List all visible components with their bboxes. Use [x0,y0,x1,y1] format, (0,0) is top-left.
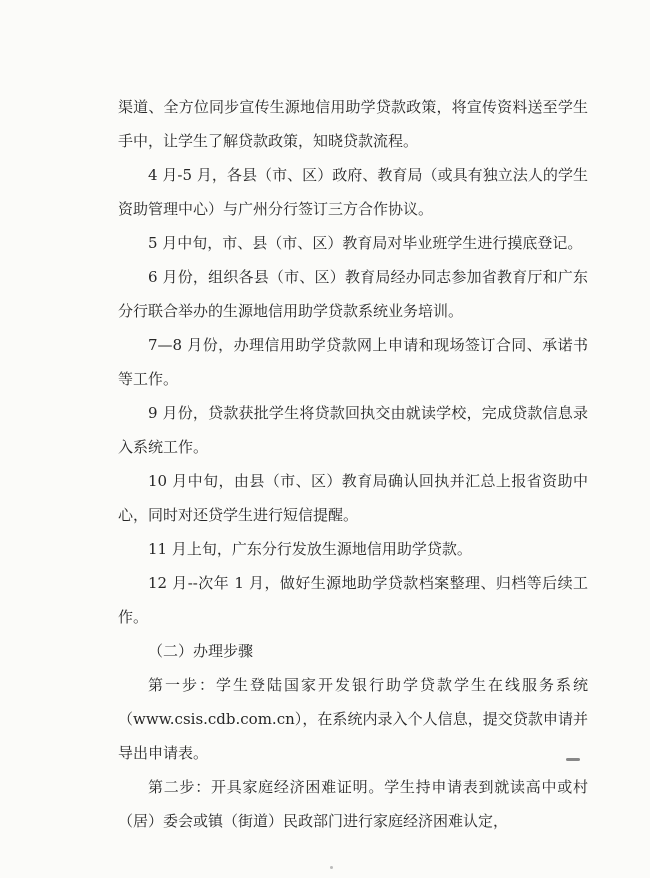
paragraph-july-august: 7—8 月份，办理信用助学贷款网上申请和现场签订合同、承诺书等工作。 [118,336,588,388]
step-two: 第二步：开具家庭经济困难证明。学生持申请表到就读高中或村（居）委会或镇（街道）民政部门进行家庭经济困难认定， [118,778,588,830]
paragraph-mid-october: 10 月中旬，由县（市、区）教育局确认回执并汇总上报省资助中心，同时对还贷学生进行短信提醒。 [118,472,588,524]
document-body [118,90,588,838]
paragraph-june: 6 月份，组织各县（市、区）教育局经办同志参加省教育厅和广东分行联合举办的生源地信用助学贷款系统业务培训。 [118,268,588,320]
scan-speck [330,866,333,869]
paragraph-early-november: 11 月上旬，广东分行发放生源地信用助学贷款。 [148,540,472,558]
ink-smudge [566,758,580,761]
paragraph-december-january: 12 月--次年 1 月，做好生源地助学贷款档案整理、归档等后续工作。 [118,574,588,626]
section-heading: （二）办理步骤 [148,642,254,660]
paragraph-mid-may: 5 月中旬，市、县（市、区）教育局对毕业班学生进行摸底登记。 [148,234,583,252]
paragraph-april-may: 4 月-5 月，各县（市、区）政府、教育局（或具有独立法人的学生资助管理中心）与广州分行签订三方合作协议。 [118,166,588,218]
step-one: 第一步：学生登陆国家开发银行助学贷款学生在线服务系统（www.csis.cdb.com.cn），在系统内录入个人信息，提交贷款申请并导出申请表。 [118,676,588,762]
paragraph-publicity: 渠道、全方位同步宣传生源地信用助学贷款政策，将宣传资料送至学生手中，让学生了解贷款政策，知晓贷款流程。 [118,98,588,150]
paragraph-september: 9 月份，贷款获批学生将贷款回执交由就读学校，完成贷款信息录入系统工作。 [118,404,588,456]
